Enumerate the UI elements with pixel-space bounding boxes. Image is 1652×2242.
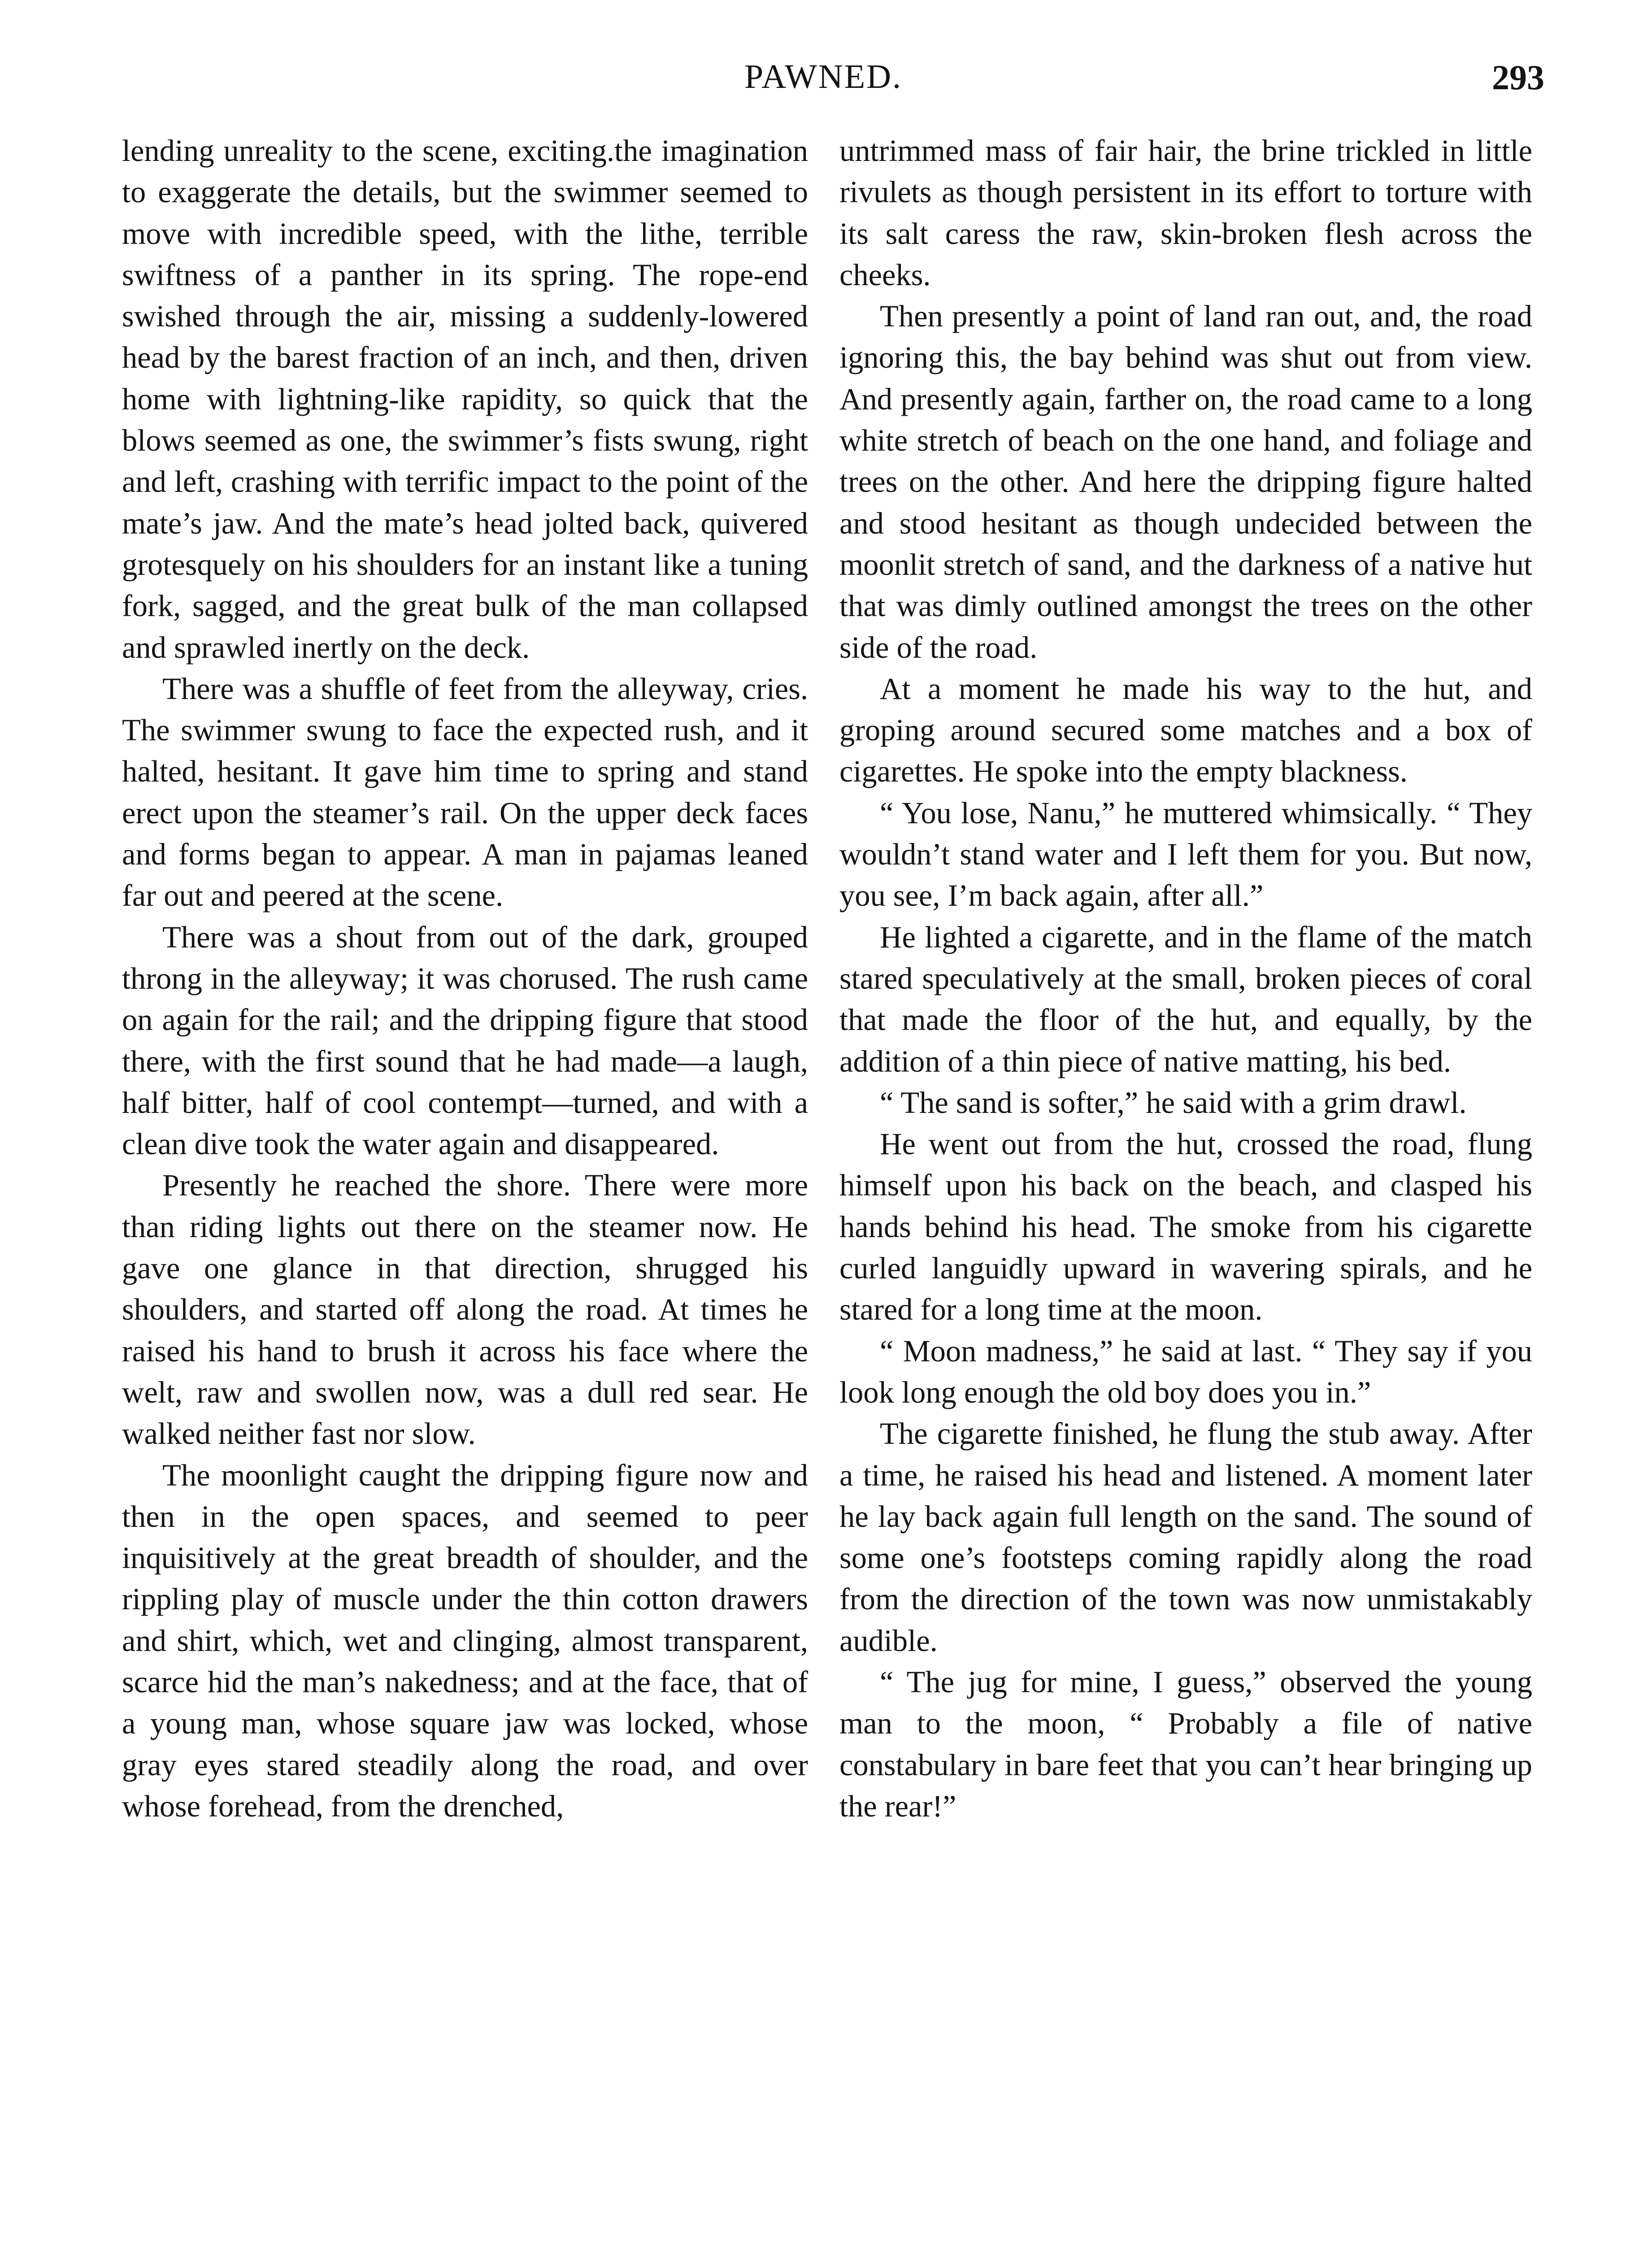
paragraph: He lighted a cigarette, and in the flame of the match stared speculatively at the small, broken pieces of coral that made the floor of the hut, and equally, by the addition of a thin piece of native matting, his bed.: [839, 920, 1532, 1078]
paragraph: “ You lose, Nanu,” he muttered whimsically. “ They wouldn’t stand water and I left them for you. But now, you see, I’m back again, after all.”: [839, 795, 1532, 913]
paragraph: untrimmed mass of fair hair, the brine trickled in little rivulets as though persistent in its effort to torture with its salt caress the raw, skin-broken flesh across the cheeks.: [839, 134, 1532, 292]
paragraph: The moonlight caught the dripping figure now and then in the open spaces, and seemed to peer inquisitively at the great breadth of shoulder, and the rippling play of muscle under the thin cotton drawers and shirt, which, wet and clinging, almost transparent, scarce hid the man’s nakedness; and at the face, that of a young man, whose square jaw was locked, whose gray eyes stared steadily along the road, and over whose forehead, from the drenched,: [122, 1458, 808, 1823]
paragraph: “ The sand is softer,” he said with a grim drawl.: [880, 1085, 1467, 1120]
paragraph: Presently he reached the shore. There were more than riding lights out there on the steamer now. He gave one glance in that direction, shrugged his shoulders, and started off along the road. At times he raised his hand to brush it across his face where the welt, raw and swollen now, was a dull red sear. He walked neither fast nor slow.: [122, 1168, 808, 1451]
paragraph: The cigarette finished, he flung the stub away. After a time, he raised his head and listened. A moment later he lay back again full length on the sand. The sound of some one’s footsteps coming rapidly along the road from the direction of the town was now unmistakably audible.: [839, 1416, 1532, 1658]
left-column: [122, 130, 808, 1827]
paragraph: “ Moon madness,” he said at last. “ They say if you look long enough the old boy does you in.”: [839, 1334, 1532, 1409]
paragraph: “ The jug for mine, I guess,” observed the young man to the moon, “ Probably a file of native constabulary in bare feet that you can’t hear bringing up the rear!”: [839, 1664, 1532, 1823]
paragraph: lending unreality to the scene, exciting.the imagination to exaggerate the details, but the swimmer seemed to move with incredible speed, with the lithe, terrible swiftness of a panther in its spring. The rope-end swished through the air, missing a suddenly-lowered head by the barest fraction of an inch, and then, driven home with lightning-like rapidity, so quick that the blows seemed as one, the swimmer’s fists swung, right and left, crashing with terrific impact to the point of the mate’s jaw. And the mate’s head jolted back, quivered grotesquely on his shoulders for an instant like a tuning fork, sagged, and the great bulk of the man collapsed and sprawled inertly on the deck.: [122, 134, 808, 665]
paragraph: Then presently a point of land ran out, and, the road ignoring this, the bay behind was shut out from view. And presently again, farther on, the road came to a long white stretch of beach on the one hand, and foliage and trees on the other. And here the dripping figure halted and stood hesitant as though undecided between the moonlit stretch of sand, and the darkness of a native hut that was dimly outlined amongst the trees on the other side of the road.: [839, 299, 1532, 665]
page-number: 293: [1492, 58, 1544, 97]
running-title: PAWNED.: [744, 58, 903, 96]
right-column: [839, 130, 1532, 1827]
paragraph: There was a shuffle of feet from the alleyway, cries. The swimmer swung to face the expected rush, and it halted, hesitant. It gave him time to spring and stand erect upon the steamer’s rail. On the upper deck faces and forms began to appear. A man in pajamas leaned far out and peered at the scene.: [122, 671, 808, 913]
paragraph: He went out from the hut, crossed the road, flung himself upon his back on the beach, and clasped his hands behind his head. The smoke from his cigarette curled languidly upward in wavering spirals, and he stared for a long time at the moon.: [839, 1127, 1532, 1327]
paragraph: At a moment he made his way to the hut, and groping around secured some matches and a box of cigarettes. He spoke into the empty blackness.: [839, 671, 1532, 789]
page-header: [0, 57, 1652, 107]
paragraph: There was a shout from out of the dark, grouped throng in the alleyway; it was chorused. The rush came on again for the rail; and the dripping figure that stood there, with the first sound that he had made—a laugh, half bitter, half of cool contempt—turned, and with a clean dive took the water again and disappeared.: [122, 920, 808, 1161]
